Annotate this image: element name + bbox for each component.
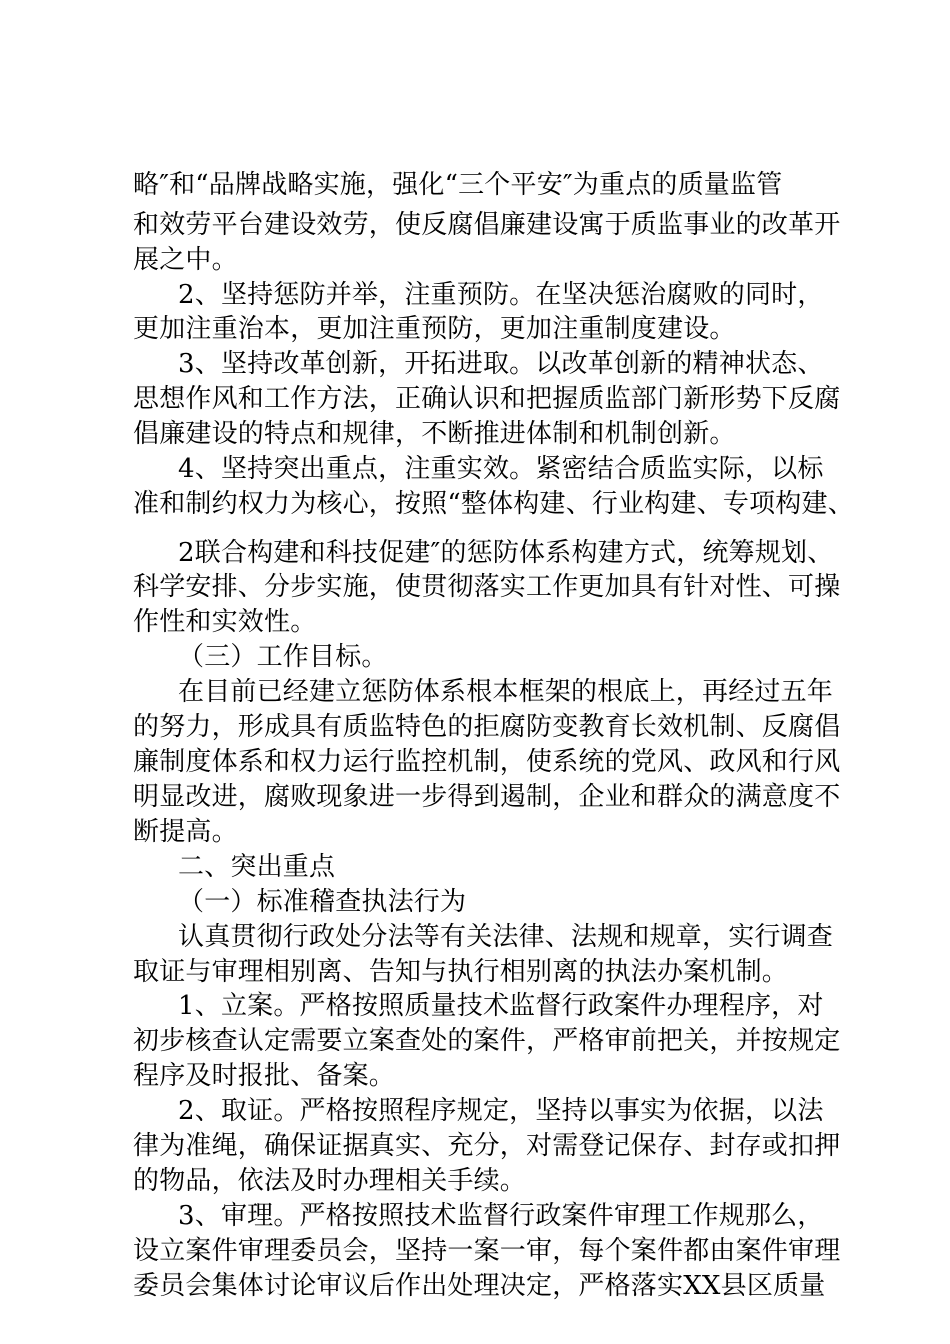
text-line: 思想作风和工作方法，正确认识和把握质监部门新形势下反腐 (133, 384, 841, 414)
text-line: 律为准绳，确保证据真实、充分，对需登记保存、封存或扣押 (133, 1131, 841, 1161)
text-line: 断提高。 (133, 817, 238, 847)
text-line: 倡廉建设的特点和规律，不断推进体制和机制创新。 (133, 419, 736, 449)
text-line: 在目前已经建立惩防体系根本框架的根底上，再经过五年 (178, 677, 834, 707)
text-line: 作性和实效性。 (133, 607, 317, 637)
text-line: 的物品，依法及时办理相关手续。 (133, 1166, 527, 1196)
text-line: 程序及时报批、备案。 (133, 1061, 396, 1091)
text-line: 科学安排、分步实施，使贯彻落实工作更加具有针对性、可操 (133, 572, 841, 602)
text-line: 和效劳平台建设效劳，使反腐倡廉建设寓于质监事业的改革开 (133, 210, 841, 240)
text-line: 2、取证。严格按照程序规定，坚持以事实为依据，以法 (178, 1096, 824, 1126)
text-line: 2、坚持惩防并举，注重预防。在坚决惩治腐败的同时， (178, 280, 824, 310)
text-line: 4、坚持突出重点，注重实效。紧密结合质监实际，以标 (178, 454, 824, 484)
text-line: 的努力，形成具有质监特色的拒腐防变教育长效机制、反腐倡 (133, 712, 841, 742)
text-line: 明显改进，腐败现象进一步得到遏制，企业和群众的满意度不 (133, 782, 841, 812)
text-line: 取证与审理相别离、告知与执行相别离的执法办案机制。 (133, 957, 789, 987)
text-line: 1、立案。严格按照质量技术监督行政案件办理程序，对 (178, 991, 824, 1021)
text-line: 设立案件审理委员会，坚持一案一审，每个案件都由案件审理 (133, 1236, 841, 1266)
section-heading: （三）工作目标。 (178, 642, 388, 672)
text-line: 3、坚持改革创新，开拓进取。以改革创新的精神状态、 (178, 349, 824, 379)
text-line: 略″和“品牌战略实施，强化“三个平安″为重点的质量监管 (133, 170, 783, 200)
section-heading: （一）标准稽查执法行为 (178, 887, 467, 917)
text-line: 更加注重治本，更加注重预防，更加注重制度建设。 (133, 314, 736, 344)
text-line: 3、审理。严格按照技术监督行政案件审理工作规那么， (178, 1201, 824, 1231)
section-heading: 二、突出重点 (178, 852, 336, 882)
text-line: 委员会集体讨论审议后作出处理决定，严格落实XX县区质量 (133, 1271, 826, 1301)
text-line: 认真贯彻行政处分法等有关法律、法规和规章，实行调查 (178, 922, 834, 952)
text-line: 准和制约权力为核心，按照“整体构建、行业构建、专项构建、 (133, 489, 854, 519)
text-line: 2联合构建和科技促建″的惩防体系构建方式，统筹规划、 (178, 538, 834, 568)
text-line: 展之中。 (133, 245, 238, 275)
text-line: 初步核查认定需要立案查处的案件，严格审前把关，并按规定 (133, 1026, 841, 1056)
text-line: 廉制度体系和权力运行监控机制，使系统的党风、政风和行风 (133, 747, 841, 777)
